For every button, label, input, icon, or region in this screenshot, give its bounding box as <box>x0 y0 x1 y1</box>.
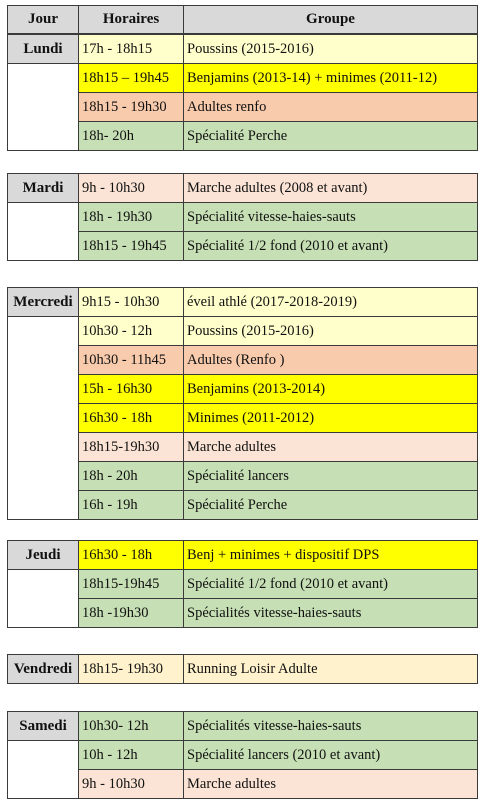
group-cell: Spécialités vitesse-haies-sauts <box>183 598 478 628</box>
time-cell: 18h15- 19h30 <box>78 654 184 684</box>
group-cell: Spécialité Perche <box>183 490 478 520</box>
group-cell: Poussins (2015-2016) <box>183 316 478 346</box>
day-label-mardi: Mardi <box>7 173 79 203</box>
group-cell: Minimes (2011-2012) <box>183 403 478 433</box>
time-cell: 10h30 - 12h <box>78 316 184 346</box>
time-cell: 17h - 18h15 <box>78 34 184 64</box>
day-label-jeudi: Jeudi <box>7 540 79 570</box>
group-cell: Marche adultes <box>183 432 478 462</box>
group-cell: éveil athlé (2017-2018-2019) <box>183 287 478 317</box>
time-cell: 9h - 10h30 <box>78 769 184 799</box>
header-jour: Jour <box>7 5 79 34</box>
day-label-samedi: Samedi <box>7 711 79 741</box>
time-cell: 10h30- 12h <box>78 711 184 741</box>
time-cell: 9h15 - 10h30 <box>78 287 184 317</box>
time-cell: 18h- 20h <box>78 121 184 151</box>
time-cell: 18h15 - 19h30 <box>78 92 184 122</box>
group-cell: Adultes (Renfo ) <box>183 345 478 375</box>
time-cell: 16h - 19h <box>78 490 184 520</box>
group-cell: Marche adultes (2008 et avant) <box>183 173 478 203</box>
day-blank-samedi <box>7 740 79 799</box>
time-cell: 18h15 – 19h45 <box>78 63 184 93</box>
day-label-mercredi: Mercredi <box>7 287 79 317</box>
group-cell: Marche adultes <box>183 769 478 799</box>
group-cell: Poussins (2015-2016) <box>183 34 478 64</box>
time-cell: 15h - 16h30 <box>78 374 184 404</box>
group-cell: Adultes renfo <box>183 92 478 122</box>
time-cell: 16h30 - 18h <box>78 540 184 570</box>
day-blank-mardi <box>7 202 79 261</box>
group-cell: Spécialité lancers <box>183 461 478 491</box>
group-cell: Spécialité vitesse-haies-sauts <box>183 202 478 232</box>
day-label-vendredi: Vendredi <box>7 654 79 684</box>
group-cell: Spécialités vitesse-haies-sauts <box>183 711 478 741</box>
time-cell: 18h15-19h45 <box>78 569 184 599</box>
group-cell: Spécialité 1/2 fond (2010 et avant) <box>183 569 478 599</box>
time-cell: 18h - 20h <box>78 461 184 491</box>
time-cell: 18h - 19h30 <box>78 202 184 232</box>
group-cell: Benj + minimes + dispositif DPS <box>183 540 478 570</box>
day-blank-lundi <box>7 63 79 151</box>
time-cell: 18h15 - 19h45 <box>78 231 184 261</box>
time-cell: 16h30 - 18h <box>78 403 184 433</box>
time-cell: 9h - 10h30 <box>78 173 184 203</box>
day-label-lundi: Lundi <box>7 34 79 64</box>
time-cell: 18h -19h30 <box>78 598 184 628</box>
group-cell: Running Loisir Adulte <box>183 654 478 684</box>
group-cell: Spécialité Perche <box>183 121 478 151</box>
group-cell: Benjamins (2013-2014) <box>183 374 478 404</box>
header-groupe: Groupe <box>183 5 478 34</box>
group-cell: Spécialité lancers (2010 et avant) <box>183 740 478 770</box>
time-cell: 10h - 12h <box>78 740 184 770</box>
group-cell: Benjamins (2013-14) + minimes (2011-12) <box>183 63 478 93</box>
day-blank-jeudi <box>7 569 79 628</box>
group-cell: Spécialité 1/2 fond (2010 et avant) <box>183 231 478 261</box>
time-cell: 18h15-19h30 <box>78 432 184 462</box>
time-cell: 10h30 - 11h45 <box>78 345 184 375</box>
day-blank-mercredi <box>7 316 79 520</box>
header-horaires: Horaires <box>78 5 184 34</box>
